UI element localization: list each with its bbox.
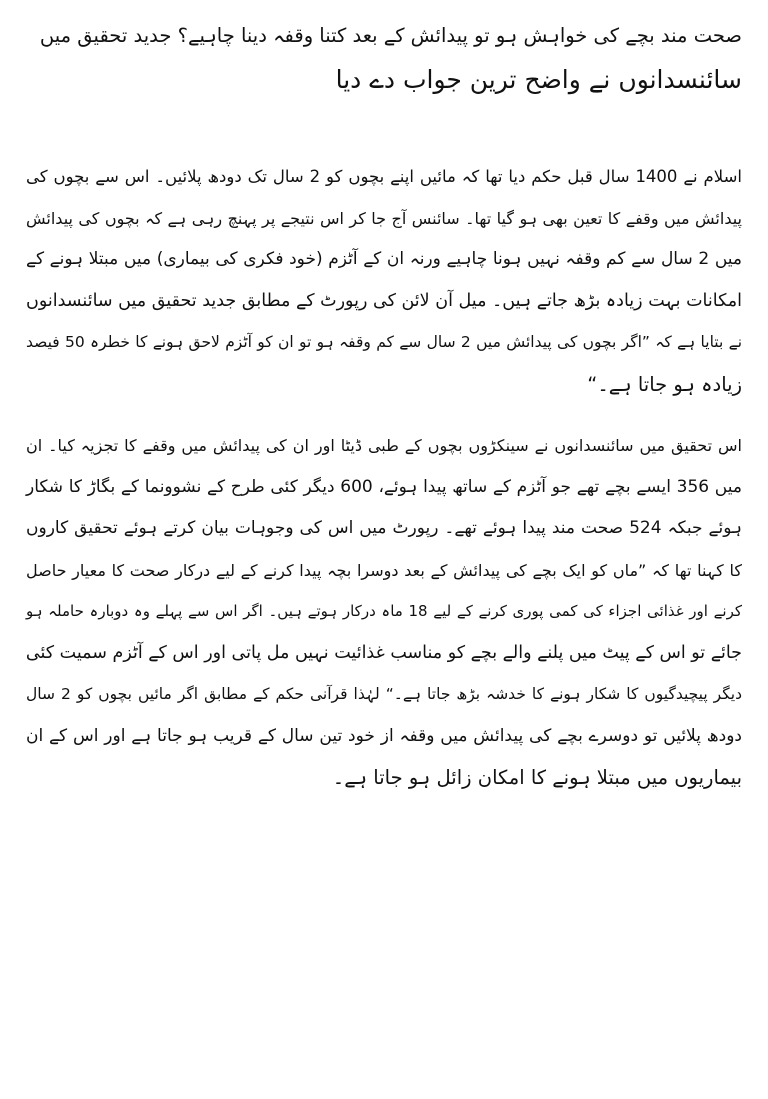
paragraph-2-line-8: دودھ پلائیں تو دوسرے بچے کی پیدائش میں وقفہ از خود تین سال کے قریب ہو جاتا ہے اور اس کے ان: [26, 725, 742, 746]
paragraph-1-line-5: نے بتایا ہے کہ ”اگر بچوں کی پیدائش میں 2 سال سے کم وقفہ ہو تو ان کو آٹزم لاحق ہونے کا خطرہ 50 فیصد: [26, 333, 743, 351]
paragraph-1-line-3: میں 2 سال سے کم وقفہ نہیں ہونا چاہیے ورنہ ان کے آٹزم (خود فکری کی بیماری) میں مبتلا ہونے کے: [26, 249, 742, 269]
paragraph-2-line-4: کا کہنا تھا کہ ”ماں کو ایک بچے کی پیدائش کے بعد دوسرا بچہ پیدا کرنے کے لیے درکار صحت کا معیار حاصل: [26, 560, 742, 580]
paragraph-2-line-7: دیگر پیچیدگیوں کا شکار ہونے کا خدشہ بڑھ جاتا ہے۔“ لہٰذا قرآنی حکم کے مطابق اگر مائیں بچوں کو 2 سال: [26, 685, 742, 703]
paragraph-2-line-9: بیماریوں میں مبتلا ہونے کا امکان زائل ہو جاتا ہے۔: [332, 766, 742, 789]
article-body: [26, 156, 742, 799]
article-headline: [26, 14, 742, 102]
paragraph-2-line-3: ہوئے جبکہ 524 صحت مند پیدا ہوئے تھے۔ رپورٹ میں اس کی وجوہات بیان کرتے ہوئے تحقیق کاروں: [26, 518, 742, 538]
paragraph-1: [26, 156, 742, 405]
paragraph-1-line-1: اسلام نے 1400 سال قبل حکم دیا تھا کہ مائیں اپنے بچوں کو 2 سال تک دودھ پلائیں۔ اس سے بچوں کی: [26, 167, 742, 186]
headline-line-2: سائنسدانوں نے واضح ترین جواب دے دیا: [335, 65, 742, 94]
paragraph-1-line-4: امکانات بہت زیادہ بڑھ جاتے ہیں۔ میل آن لائن کی رپورٹ کے مطابق جدید تحقیق میں سائنسدانوں: [26, 290, 742, 311]
paragraph-2-line-6: جائے تو اس کے پیٹ میں پلنے والے بچے کو مناسب غذائیت نہیں مل پاتی اور اس کے آٹزم سمیت کئی: [25, 642, 742, 663]
paragraph-2-line-1: اس تحقیق میں سائنسدانوں نے سینکڑوں بچوں کے طبی ڈیٹا اور ان کی پیدائش میں وقفے کا تجزیہ کیا۔ ان: [26, 436, 742, 455]
paragraph-2: [26, 425, 742, 799]
paragraph-2-line-5: کرنے اور غذائی اجزاء کی کمی پوری کرنے کے لیے 18 ماہ درکار ہوتے ہیں۔ اگر اس سے پہلے وہ دوبارہ حاملہ ہو: [26, 602, 743, 620]
paragraph-1-line-6: زیادہ ہو جاتا ہے۔“: [587, 372, 742, 396]
paragraph-1-line-2: پیدائش میں وقفے کا تعین بھی ہو گیا تھا۔ سائنس آج جا کر اس نتیجے پر پہنچ رہی ہے کہ بچوں کی پیدائش: [26, 208, 742, 228]
paragraph-2-line-2: میں 356 ایسے بچے تھے جو آٹزم کے ساتھ پیدا ہوئے، 600 دیگر کئی طرح کے نشوونما کے بگاڑ کا شکار: [26, 476, 742, 497]
headline-line-1: صحت مند بچے کی خواہش ہو تو پیدائش کے بعد کتنا وقفہ دینا چاہیے؟ جدید تحقیق میں: [39, 24, 742, 47]
